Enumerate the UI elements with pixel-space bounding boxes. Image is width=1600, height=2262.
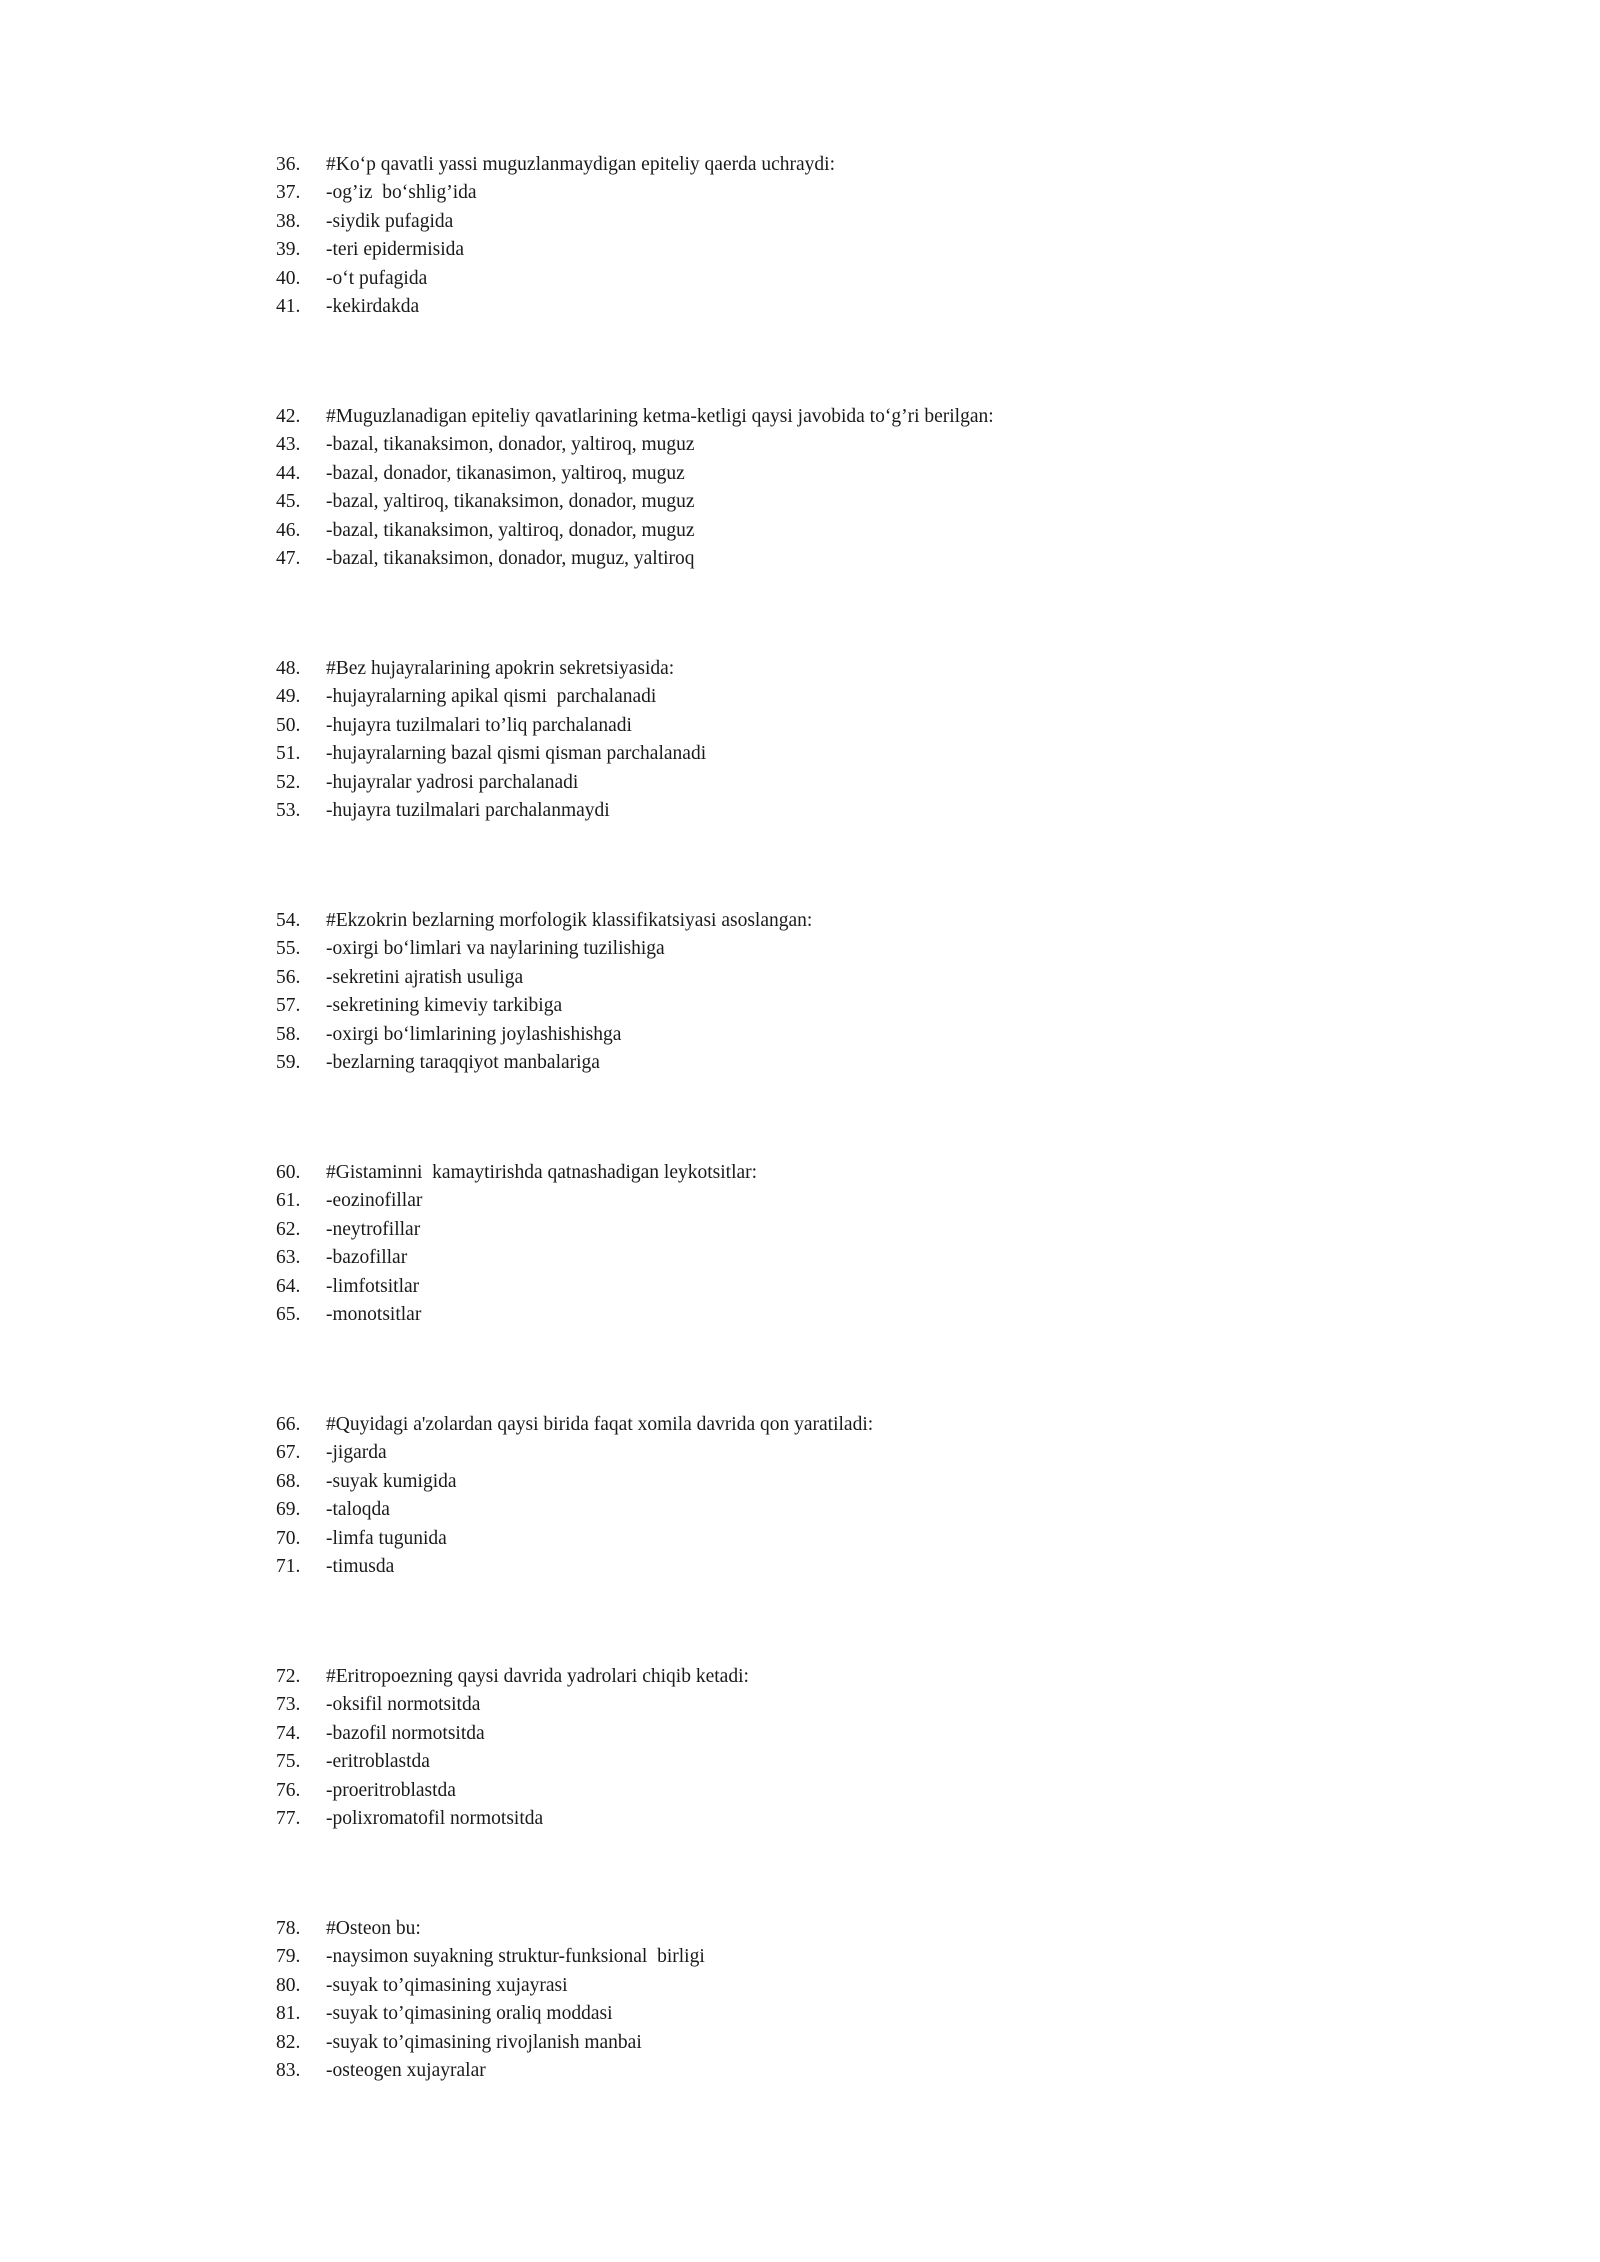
line-number: 40. xyxy=(276,267,301,289)
answer-option-line xyxy=(276,1805,1476,1833)
answer-option-text: -oxirgi bo‘limlari va naylarining tuzilishiga xyxy=(326,938,665,960)
answer-option-text: -bazal, tikanaksimon, yaltiroq, donador, muguz xyxy=(326,519,695,541)
question-block xyxy=(276,151,1476,321)
answer-option-line xyxy=(276,517,1476,545)
line-number: 73. xyxy=(276,1694,301,1716)
answer-option-text: -suyak to’qimasining rivojlanish manbai xyxy=(326,2031,642,2053)
answer-option-text: -monotsitlar xyxy=(326,1303,422,1325)
line-number: 64. xyxy=(276,1275,301,1297)
line-number: 67. xyxy=(276,1442,301,1464)
answer-option-text: -osteogen xujayralar xyxy=(326,2059,486,2081)
answer-option-text: -proeritroblastda xyxy=(326,1779,456,1801)
line-number: 42. xyxy=(276,406,301,427)
line-number: 68. xyxy=(276,1470,301,1492)
answer-option-line xyxy=(276,712,1476,740)
answer-option-line xyxy=(276,964,1476,992)
line-number: 51. xyxy=(276,743,301,765)
line-number: 77. xyxy=(276,1807,301,1829)
answer-option-text: -neytrofillar xyxy=(326,1218,421,1240)
question-text: #Eritropoezning qaysi davrida yadrolari chiqib ketadi: xyxy=(326,1666,749,1687)
answer-option-line xyxy=(276,1777,1476,1805)
answer-option-line xyxy=(276,1273,1476,1301)
answer-option-line xyxy=(276,769,1476,797)
answer-option-line xyxy=(276,179,1476,207)
answer-option-text: -bazofil normotsitda xyxy=(326,1722,485,1744)
answer-option-line xyxy=(276,1720,1476,1748)
answer-option-line xyxy=(276,1187,1476,1215)
line-number: 55. xyxy=(276,938,301,960)
answer-option-text: -hujayra tuzilmalari to’liq parchalanadi xyxy=(326,714,632,736)
line-number: 74. xyxy=(276,1722,301,1744)
question-text: #Quyidagi a'zolardan qaysi birida faqat xomila davrida qon yaratiladi: xyxy=(326,1414,874,1435)
answer-option-text: -bazal, tikanaksimon, donador, muguz, yaltiroq xyxy=(326,547,695,569)
line-number: 83. xyxy=(276,2059,301,2081)
answer-option-text: -limfa tugunida xyxy=(326,1527,447,1549)
line-number: 41. xyxy=(276,295,301,317)
line-number: 81. xyxy=(276,2003,301,2025)
answer-option-text: -sekretini ajratish usuliga xyxy=(326,966,524,988)
answer-option-line xyxy=(276,1553,1476,1581)
answer-option-line xyxy=(276,935,1476,963)
answer-option-text: -og’iz bo‘shlig’ida xyxy=(326,182,477,204)
line-number: 59. xyxy=(276,1051,301,1073)
line-number: 36. xyxy=(276,154,301,175)
answer-option-line xyxy=(276,1439,1476,1467)
line-number: 46. xyxy=(276,519,301,541)
line-number: 75. xyxy=(276,1751,301,1773)
answer-option-line xyxy=(276,2000,1476,2028)
line-number: 38. xyxy=(276,210,301,232)
answer-option-text: -hujayralar yadrosi parchalanadi xyxy=(326,771,579,793)
answer-option-line xyxy=(276,1943,1476,1971)
line-number: 69. xyxy=(276,1499,301,1521)
question-block xyxy=(276,1663,1476,1833)
answer-option-text: -eozinofillar xyxy=(326,1190,423,1212)
answer-option-line xyxy=(276,1748,1476,1776)
question-line xyxy=(276,403,1476,431)
question-text: #Ekzokrin bezlarning morfologik klassifikatsiyasi asoslangan: xyxy=(326,910,813,931)
answer-option-line xyxy=(276,740,1476,768)
line-number: 78. xyxy=(276,1918,301,1939)
line-number: 61. xyxy=(276,1190,301,1212)
answer-option-line xyxy=(276,460,1476,488)
line-number: 50. xyxy=(276,714,301,736)
question-block xyxy=(276,1411,1476,1581)
answer-option-text: -suyak kumigida xyxy=(326,1470,457,1492)
line-number: 37. xyxy=(276,182,301,204)
line-number: 76. xyxy=(276,1779,301,1801)
line-number: 58. xyxy=(276,1023,301,1045)
question-line xyxy=(276,1159,1476,1187)
answer-option-line xyxy=(276,2057,1476,2085)
line-number: 54. xyxy=(276,910,301,931)
answer-option-line xyxy=(276,1972,1476,2000)
question-block xyxy=(276,1915,1476,2085)
question-line xyxy=(276,907,1476,935)
question-block xyxy=(276,655,1476,825)
answer-option-line xyxy=(276,1468,1476,1496)
answer-option-line xyxy=(276,1244,1476,1272)
question-line xyxy=(276,1663,1476,1691)
question-text: #Muguzlanadigan epiteliy qavatlarining ketma-ketligi qaysi javobida to‘g’ri berilgan: xyxy=(326,406,994,427)
line-number: 72. xyxy=(276,1666,301,1687)
answer-option-line xyxy=(276,1216,1476,1244)
answer-option-line xyxy=(276,236,1476,264)
line-number: 66. xyxy=(276,1414,301,1435)
answer-option-line xyxy=(276,797,1476,825)
answer-option-text: -kekirdakda xyxy=(326,295,420,317)
answer-option-text: -suyak to’qimasining xujayrasi xyxy=(326,1974,568,1996)
line-number: 43. xyxy=(276,434,301,456)
line-number: 52. xyxy=(276,771,301,793)
answer-option-line xyxy=(276,1021,1476,1049)
question-text: #Bez hujayralarining apokrin sekretsiyasida: xyxy=(326,658,675,679)
answer-option-line xyxy=(276,1049,1476,1077)
line-number: 49. xyxy=(276,686,301,708)
line-number: 60. xyxy=(276,1162,301,1183)
answer-option-text: -sekretining kimeviy tarkibiga xyxy=(326,995,563,1017)
question-line xyxy=(276,1411,1476,1439)
line-number: 47. xyxy=(276,547,301,569)
answer-option-text: -suyak to’qimasining oraliq moddasi xyxy=(326,2003,613,2025)
answer-option-line xyxy=(276,1691,1476,1719)
answer-option-line xyxy=(276,208,1476,236)
line-number: 70. xyxy=(276,1527,301,1549)
line-number: 80. xyxy=(276,1974,301,1996)
question-text: #Gistaminni kamaytirishda qatnashadigan leykotsitlar: xyxy=(326,1162,758,1183)
answer-option-line xyxy=(276,1496,1476,1524)
question-line xyxy=(276,151,1476,179)
answer-option-text: -hujayralarning bazal qismi qisman parchalanadi xyxy=(326,743,707,765)
answer-option-text: -timusda xyxy=(326,1555,395,1577)
line-number: 65. xyxy=(276,1303,301,1325)
answer-option-text: -eritroblastda xyxy=(326,1751,430,1773)
line-number: 62. xyxy=(276,1218,301,1240)
line-number: 39. xyxy=(276,239,301,261)
answer-option-line xyxy=(276,488,1476,516)
answer-option-text: -teri epidermisida xyxy=(326,239,465,261)
answer-option-text: -naysimon suyakning struktur-funksional birligi xyxy=(326,1946,705,1968)
answer-option-line xyxy=(276,992,1476,1020)
answer-option-text: -oxirgi bo‘limlarining joylashishishga xyxy=(326,1023,622,1045)
line-number: 63. xyxy=(276,1247,301,1269)
answer-option-text: -bazal, donador, tikanasimon, yaltiroq, muguz xyxy=(326,462,685,484)
line-number: 48. xyxy=(276,658,301,679)
answer-option-text: -oksifil normotsitda xyxy=(326,1694,481,1716)
question-block xyxy=(276,403,1476,573)
answer-option-text: -siydik pufagida xyxy=(326,210,454,232)
answer-option-text: -polixromatofil normotsitda xyxy=(326,1807,544,1829)
answer-option-text: -bazal, yaltiroq, tikanaksimon, donador, muguz xyxy=(326,491,695,513)
line-number: 82. xyxy=(276,2031,301,2053)
answer-option-line xyxy=(276,2029,1476,2057)
line-number: 57. xyxy=(276,995,301,1017)
line-number: 45. xyxy=(276,491,301,513)
answer-option-text: -hujayralarning apikal qismi parchalanadi xyxy=(326,686,657,708)
line-number: 53. xyxy=(276,799,301,821)
answer-option-text: -bazofillar xyxy=(326,1247,408,1269)
answer-option-line xyxy=(276,545,1476,573)
question-line xyxy=(276,655,1476,683)
question-line xyxy=(276,1915,1476,1943)
answer-option-line xyxy=(276,265,1476,293)
answer-option-text: -bazal, tikanaksimon, donador, yaltiroq, muguz xyxy=(326,434,695,456)
line-number: 44. xyxy=(276,462,301,484)
line-number: 79. xyxy=(276,1946,301,1968)
answer-option-text: -limfotsitlar xyxy=(326,1275,420,1297)
line-number: 56. xyxy=(276,966,301,988)
question-text: #Ko‘p qavatli yassi muguzlanmaydigan epiteliy qaerda uchraydi: xyxy=(326,154,836,175)
answer-option-text: -bezlarning taraqqiyot manbalariga xyxy=(326,1051,600,1073)
answer-option-line xyxy=(276,431,1476,459)
answer-option-text: -o‘t pufagida xyxy=(326,267,428,289)
answer-option-text: -jigarda xyxy=(326,1442,387,1464)
answer-option-line xyxy=(276,683,1476,711)
answer-option-line xyxy=(276,1301,1476,1329)
answer-option-line xyxy=(276,293,1476,321)
question-block xyxy=(276,1159,1476,1329)
question-text: #Osteon bu: xyxy=(326,1918,421,1939)
answer-option-text: -taloqda xyxy=(326,1499,390,1521)
line-number: 71. xyxy=(276,1555,301,1577)
question-block xyxy=(276,907,1476,1077)
answer-option-text: -hujayra tuzilmalari parchalanmaydi xyxy=(326,799,610,821)
answer-option-line xyxy=(276,1525,1476,1553)
